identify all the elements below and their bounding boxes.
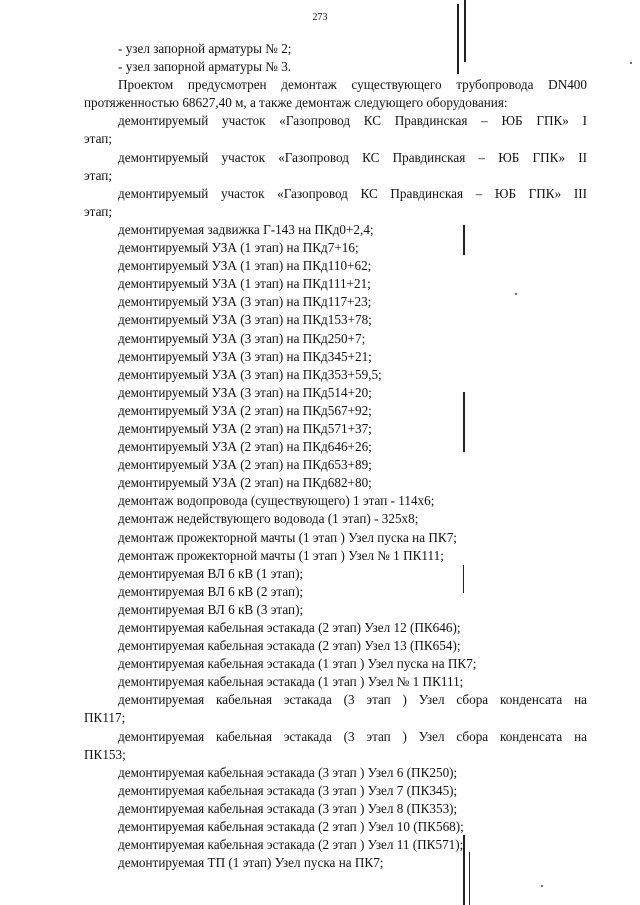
text-line: - узел запорной арматуры № 3. bbox=[118, 59, 292, 75]
text-line: демонтируемый участок «Газопровод КС Правдинская – ЮБ ГПК» I bbox=[118, 113, 587, 129]
text-line: демонтируемый УЗА (3 этап) на ПКд514+20; bbox=[118, 384, 372, 400]
scan-line bbox=[463, 392, 465, 452]
text-line: демонтируемая кабельная эстакада (2 этап ) Узел 11 (ПК571); bbox=[118, 837, 464, 853]
text-line: демонтируемая кабельная эстакада (3 этап ) Узел 7 (ПК345); bbox=[118, 782, 458, 798]
text-line: демонтируемый участок «Газопровод КС Правдинская – ЮБ ГПК» II bbox=[118, 149, 587, 165]
text-line: демонтируемая кабельная эстакада (3 этап ) Узел сбора конденсата на bbox=[118, 728, 587, 744]
text-line: демонтируемая кабельная эстакада (3 этап ) Узел сбора конденсата на bbox=[118, 692, 587, 708]
text-line: демонтируемый УЗА (2 этап) на ПКд571+37; bbox=[118, 420, 372, 436]
text-line: демонтируемый УЗА (3 этап) на ПКд250+7; bbox=[118, 330, 366, 346]
document-body bbox=[84, 40, 587, 872]
scan-line bbox=[463, 835, 465, 905]
text-line: демонтируемый УЗА (1 этап) на ПКд110+62; bbox=[118, 258, 372, 274]
text-line: демонтируемая кабельная эстакада (1 этап ) Узел № 1 ПК111; bbox=[118, 674, 464, 690]
text-line: ПК153; bbox=[84, 746, 126, 762]
text-line: - узел запорной арматуры № 2; bbox=[118, 41, 292, 56]
scan-line bbox=[463, 225, 465, 255]
text-line: демонтируемая кабельная эстакада (2 этап) Узел 13 (ПК654); bbox=[118, 638, 461, 654]
page-number: 273 bbox=[312, 12, 328, 23]
scan-dot bbox=[630, 62, 632, 64]
scan-dot bbox=[515, 293, 517, 295]
text-line: демонтируемая ВЛ 6 кВ (2 этап); bbox=[118, 583, 304, 599]
text-line: демонтируемый УЗА (2 этап) на ПКд682+80; bbox=[118, 475, 372, 491]
text-line: демонтаж водопровода (существующего) 1 этап - 114х6; bbox=[118, 493, 435, 509]
text-line: демонтируемая ВЛ 6 кВ (3 этап); bbox=[118, 601, 304, 617]
text-line: демонтируемый УЗА (2 этап) на ПКд567+92; bbox=[118, 402, 372, 418]
text-line: демонтаж прожекторной мачты (1 этап ) Узел пуска на ПК7; bbox=[118, 529, 457, 545]
scan-line bbox=[464, 0, 466, 62]
text-line: демонтируемая кабельная эстакада (3 этап ) Узел 8 (ПК353); bbox=[118, 800, 458, 816]
scan-line bbox=[469, 852, 470, 905]
text-line: демонтируемая кабельная эстакада (1 этап ) Узел пуска на ПК7; bbox=[118, 656, 477, 672]
text-line: демонтируемая кабельная эстакада (2 этап ) Узел 10 (ПК568); bbox=[118, 819, 464, 835]
text-line: этап; bbox=[84, 131, 112, 147]
scan-line bbox=[457, 4, 459, 74]
scan-dot bbox=[541, 885, 543, 887]
text-line: демонтируемая кабельная эстакада (2 этап) Узел 12 (ПК646); bbox=[118, 620, 461, 635]
text-line: протяженностью 68627,40 м, а также демонтаж следующего оборудования: bbox=[84, 95, 508, 111]
scan-line bbox=[463, 565, 464, 593]
text-line: демонтаж недействующего водовода (1 этап) - 325х8; bbox=[118, 511, 419, 527]
text-line: демонтируемый УЗА (3 этап) на ПКд117+23; bbox=[118, 294, 372, 310]
text-line: демонтаж прожекторной мачты (1 этап ) Узел № 1 ПК111; bbox=[118, 547, 444, 563]
text-line: демонтируемый УЗА (1 этап) на ПКд111+21; bbox=[118, 276, 371, 292]
text-line: демонтируемая ВЛ 6 кВ (1 этап); bbox=[118, 565, 304, 581]
text-line: демонтируемый УЗА (3 этап) на ПКд345+21; bbox=[118, 348, 372, 364]
text-line: демонтируемый участок «Газопровод КС Правдинская – ЮБ ГПК» III bbox=[118, 185, 587, 201]
text-line: демонтируемый УЗА (2 этап) на ПКд646+26; bbox=[118, 439, 372, 455]
text-line: демонтируемый УЗА (3 этап) на ПКд353+59,5; bbox=[118, 366, 382, 382]
text-line: демонтируемая ТП (1 этап) Узел пуска на ПК7; bbox=[118, 855, 384, 871]
text-line: демонтируемый УЗА (1 этап) на ПКд7+16; bbox=[118, 240, 359, 256]
text-line: демонтируемый УЗА (3 этап) на ПКд153+78; bbox=[118, 312, 372, 328]
text-line: Проектом предусмотрен демонтаж существующего трубопровода DN400 bbox=[118, 77, 587, 93]
text-line: демонтируемая задвижка Г-143 на ПКд0+2,4; bbox=[118, 221, 374, 237]
text-line: демонтируемый УЗА (2 этап) на ПКд653+89; bbox=[118, 457, 372, 473]
text-line: этап; bbox=[84, 203, 112, 219]
text-line: этап; bbox=[84, 167, 112, 183]
text-line: демонтируемая кабельная эстакада (3 этап ) Узел 6 (ПК250); bbox=[118, 764, 458, 780]
text-line: ПК117; bbox=[84, 710, 126, 726]
